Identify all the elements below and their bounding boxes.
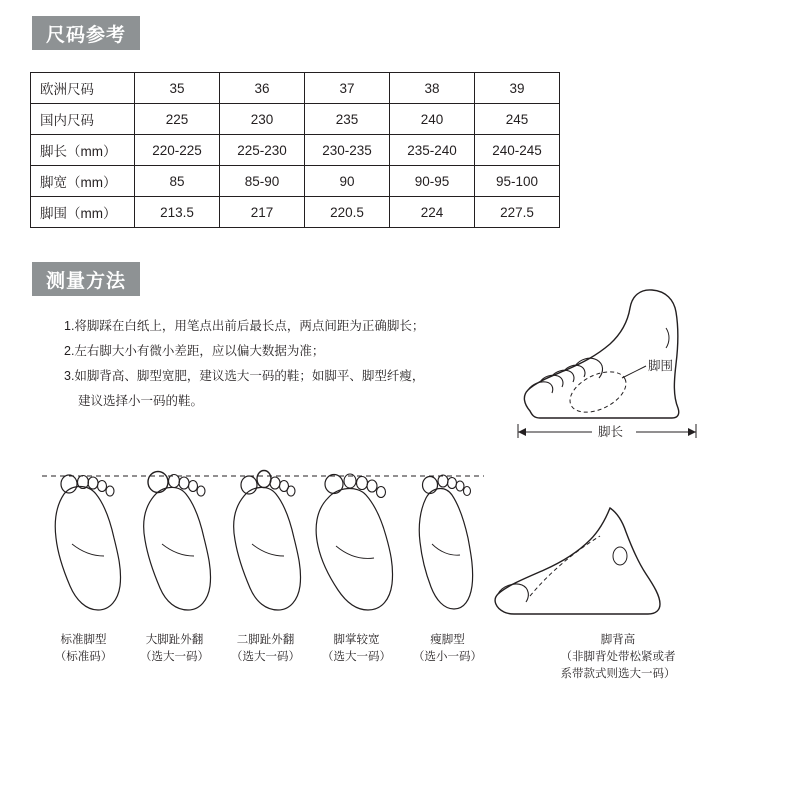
- method-step: 2.左右脚大小有微小差距，应以偏大数据为准；: [64, 344, 325, 358]
- toe-line: [498, 584, 528, 602]
- row-header: 欧洲尺码: [31, 73, 135, 104]
- table-row: [31, 166, 560, 197]
- footprint-caption-name: 标准脚型: [60, 634, 107, 646]
- row-header: 脚长（mm）: [31, 135, 135, 166]
- method-step: 建议选择小一码的鞋。: [78, 394, 204, 408]
- section-header-measure-method: [32, 262, 140, 296]
- size-reference-table: [30, 72, 560, 228]
- method-step: 3.如脚背高、脚型宽肥，建议选大一码的鞋；如脚平、脚型纤瘦，: [64, 369, 425, 383]
- table-cell: 220.5: [305, 197, 390, 228]
- section-header-measure-method-label: 测量方法: [46, 270, 127, 292]
- arch-caption: [478, 632, 758, 683]
- footprint-standard: [55, 475, 120, 610]
- table-cell: 39: [475, 73, 560, 104]
- table-cell: 225: [135, 104, 220, 135]
- section-header-size-reference-label: 尺码参考: [46, 24, 127, 46]
- table-cell: 35: [135, 73, 220, 104]
- table-row: [31, 104, 560, 135]
- foot-arch-diagram: [470, 500, 720, 635]
- second-toe-enlarged: [257, 471, 271, 488]
- footprint-big-toe-valgus: [144, 472, 211, 611]
- table-cell: 90-95: [390, 166, 475, 197]
- table-cell: 36: [220, 73, 305, 104]
- table-cell: 220-225: [135, 135, 220, 166]
- table-row: [31, 135, 560, 166]
- measure-method-steps: [64, 314, 464, 414]
- foot-side-diagram: [470, 286, 770, 451]
- arrow-right-icon: [688, 428, 696, 436]
- arch-caption-line3: 系带款式则选大一码）: [560, 668, 676, 680]
- girth-label: 脚围: [648, 359, 674, 373]
- footprint-caption-advice: （标准码）: [54, 651, 113, 663]
- row-header: 国内尺码: [31, 104, 135, 135]
- footprint-caption-advice: （选大一码）: [140, 651, 209, 663]
- footprint-wide-sole: [316, 474, 392, 610]
- arch-caption-line2: （非脚背处带松紧或者: [560, 651, 676, 663]
- table-cell: 90: [305, 166, 390, 197]
- method-step: 1.将脚踩在白纸上，用笔点出前后最长点，两点间距为正确脚长；: [64, 319, 425, 333]
- row-header: 脚宽（mm）: [31, 166, 135, 197]
- table-cell: 235: [305, 104, 390, 135]
- table-cell: 217: [220, 197, 305, 228]
- footprint-caption-advice: （选大一码）: [322, 651, 391, 663]
- instep-height-dashed-line: [530, 536, 600, 596]
- footprint-caption: [129, 632, 220, 666]
- table-cell: 240: [390, 104, 475, 135]
- footprint-caption-name: 瘦脚型: [430, 634, 465, 646]
- foot-arch-outline: [495, 508, 660, 614]
- arch-caption-name: 脚背高: [600, 634, 636, 646]
- footprint-caption-name: 脚掌较宽: [333, 634, 380, 646]
- footprint-caption: [311, 632, 402, 666]
- footprint-narrow: [419, 475, 472, 609]
- footprint-caption: [38, 632, 129, 666]
- row-header: 脚围（mm）: [31, 197, 135, 228]
- big-toe: [61, 475, 77, 493]
- ankle-bone: [613, 547, 627, 565]
- table-cell: 230: [220, 104, 305, 135]
- table-cell: 225-230: [220, 135, 305, 166]
- footprint-types-diagram: [38, 452, 488, 637]
- foot-side-outline: [524, 290, 678, 418]
- table-cell: 230-235: [305, 135, 390, 166]
- length-label: 脚长: [598, 425, 624, 439]
- table-cell: 37: [305, 73, 390, 104]
- ankle-line: [666, 328, 669, 348]
- toe-line: [564, 365, 585, 377]
- section-header-size-reference: [32, 16, 140, 50]
- footprint-caption-name: 二脚趾外翻: [236, 634, 295, 646]
- girth-leader-line: [622, 366, 646, 378]
- table-cell: 213.5: [135, 197, 220, 228]
- footprint-caption-name: 大脚趾外翻: [145, 634, 204, 646]
- table-cell: 38: [390, 73, 475, 104]
- table-row: [31, 73, 560, 104]
- girth-measure-loop: [564, 364, 633, 421]
- big-toe-enlarged: [148, 472, 168, 493]
- table-cell: 95-100: [475, 166, 560, 197]
- big-toe-line: [575, 358, 603, 378]
- footprint-second-toe-valgus: [234, 471, 301, 611]
- table-cell: 85: [135, 166, 220, 197]
- table-cell: 227.5: [475, 197, 560, 228]
- footprint-caption-advice: （选小一码）: [413, 651, 482, 663]
- table-row: [31, 197, 560, 228]
- footprint-caption: [220, 632, 311, 666]
- table-cell: 235-240: [390, 135, 475, 166]
- arrow-left-icon: [518, 428, 526, 436]
- footprint-captions: [38, 632, 493, 666]
- table-cell: 224: [390, 197, 475, 228]
- table-cell: 240-245: [475, 135, 560, 166]
- footprint-caption-advice: （选大一码）: [231, 651, 300, 663]
- table-cell: 85-90: [220, 166, 305, 197]
- table-cell: 245: [475, 104, 560, 135]
